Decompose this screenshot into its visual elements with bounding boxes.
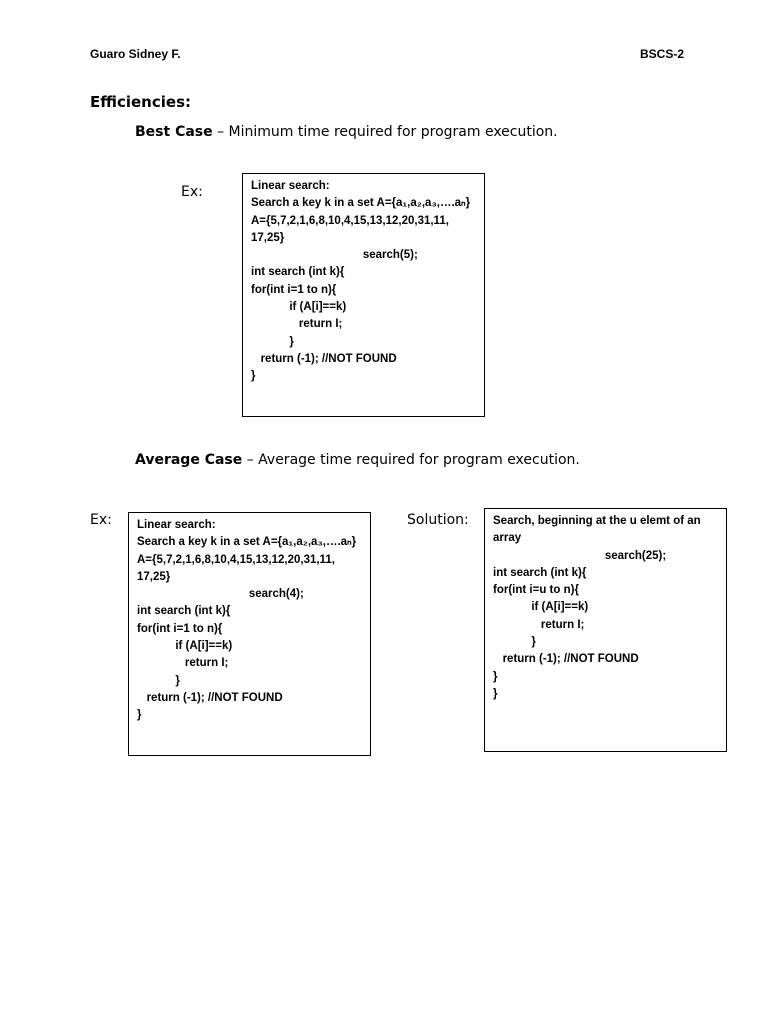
- code-line: 17,25}: [251, 231, 285, 244]
- code-line: 17,25}: [137, 570, 171, 583]
- code-line: for(int i=1 to n){: [137, 622, 223, 635]
- solution-label: Solution:: [407, 512, 469, 528]
- code-line: return I;: [251, 318, 343, 331]
- code-line: int search (int k){: [493, 566, 587, 579]
- average-case-code-box: [128, 512, 371, 756]
- code-line: A={5,7,2,1,6,8,10,4,15,13,12,20,31,11,: [251, 214, 449, 227]
- code-line: return (-1); //NOT FOUND: [493, 653, 639, 666]
- section-heading: Efficiencies:: [90, 93, 191, 111]
- code-line: if (A[i]==k): [493, 601, 589, 614]
- code-line: }: [137, 674, 180, 687]
- solution-code-box: [484, 508, 727, 752]
- code-line: }: [493, 687, 498, 700]
- code-line: array: [493, 532, 522, 545]
- code-line: }: [493, 670, 498, 683]
- best-case-example-label: Ex:: [181, 184, 203, 200]
- average-case-line: [135, 452, 580, 468]
- code-line: search(5);: [251, 249, 418, 262]
- code-line: }: [137, 709, 142, 722]
- code-line: return (-1); //NOT FOUND: [251, 352, 397, 365]
- code-line: }: [251, 370, 256, 383]
- code-line: int search (int k){: [137, 605, 231, 618]
- best-case-term: Best Case: [135, 124, 213, 140]
- best-case-line: [135, 124, 558, 140]
- code-line: int search (int k){: [251, 266, 345, 279]
- average-case-example-label: Ex:: [90, 512, 112, 528]
- code-line: if (A[i]==k): [137, 640, 233, 653]
- code-line: return I;: [493, 618, 585, 631]
- best-case-description: – Minimum time required for program execution.: [217, 124, 558, 140]
- code-line: }: [251, 335, 294, 348]
- code-line: Search a key k in a set A={a₁,a₂,a₃,….aₙ}: [137, 536, 357, 549]
- code-line: return (-1); //NOT FOUND: [137, 691, 283, 704]
- code-line: }: [493, 636, 536, 649]
- average-case-term: Average Case: [135, 452, 243, 468]
- code-line: Search, beginning at the u elemt of an: [493, 515, 701, 527]
- course-code: BSCS-2: [640, 47, 685, 61]
- code-line: search(4);: [137, 588, 304, 601]
- code-line: search(25);: [493, 549, 667, 562]
- code-line: Search a key k in a set A={a₁,a₂,a₃,….aₙ}: [251, 197, 471, 210]
- code-line: for(int i=u to n){: [493, 584, 579, 597]
- code-line: Linear search:: [137, 519, 216, 531]
- best-case-code-box: [242, 173, 485, 417]
- code-line: for(int i=1 to n){: [251, 283, 337, 296]
- average-case-description: – Average time required for program execution.: [246, 452, 580, 468]
- code-line: Linear search:: [251, 180, 330, 192]
- code-line: A={5,7,2,1,6,8,10,4,15,13,12,20,31,11,: [137, 553, 335, 566]
- code-line: if (A[i]==k): [251, 301, 347, 314]
- author-name: Guaro Sidney F.: [90, 47, 181, 61]
- code-line: return I;: [137, 657, 229, 670]
